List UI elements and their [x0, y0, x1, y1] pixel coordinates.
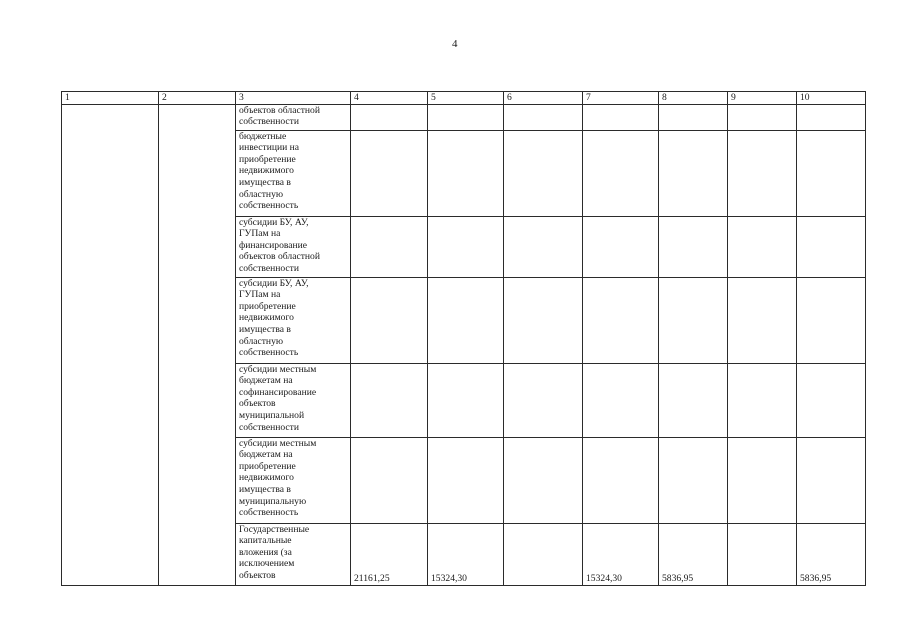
value-cell — [504, 130, 583, 216]
value-cell — [428, 363, 504, 437]
value-cell — [428, 277, 504, 363]
column-header: 1 — [62, 92, 159, 105]
value-cell — [504, 104, 583, 130]
column-header: 10 — [797, 92, 866, 105]
value-cell — [351, 104, 428, 130]
row-description: субсидии местным бюджетам на софинансирование объектов муниципальной собственности — [236, 363, 351, 437]
value-cell — [351, 437, 428, 523]
table-row — [62, 104, 866, 130]
value-cell — [428, 104, 504, 130]
value-cell — [583, 363, 659, 437]
row-description: объектов областной собственности — [236, 104, 351, 130]
value-cell — [659, 104, 728, 130]
column-1-cell — [62, 104, 159, 585]
column-header: 5 — [428, 92, 504, 105]
value-cell — [504, 216, 583, 277]
value-cell — [797, 277, 866, 363]
value-cell: 5836,95 — [797, 523, 866, 585]
value-cell — [504, 363, 583, 437]
value-cell — [351, 277, 428, 363]
value-cell — [428, 437, 504, 523]
value-cell — [504, 277, 583, 363]
value-cell — [728, 277, 797, 363]
value-cell: 15324,30 — [583, 523, 659, 585]
row-description: бюджетные инвестиции на приобретение недвижимого имущества в областную собственность — [236, 130, 351, 216]
value-cell — [659, 363, 728, 437]
value-cell: 15324,30 — [428, 523, 504, 585]
column-header: 4 — [351, 92, 428, 105]
value-cell — [583, 104, 659, 130]
table-header-row — [62, 92, 866, 105]
value-cell — [583, 216, 659, 277]
value-cell — [728, 363, 797, 437]
value-cell — [797, 104, 866, 130]
value-cell — [504, 437, 583, 523]
value-cell — [351, 216, 428, 277]
value-cell — [428, 216, 504, 277]
value-cell — [797, 130, 866, 216]
value-cell — [797, 216, 866, 277]
value-cell — [351, 363, 428, 437]
row-description: субсидии БУ, АУ, ГУПам на приобретение недвижимого имущества в областную собственность — [236, 277, 351, 363]
value-cell — [583, 437, 659, 523]
column-header: 7 — [583, 92, 659, 105]
value-cell — [728, 104, 797, 130]
value-cell — [797, 363, 866, 437]
column-header: 9 — [728, 92, 797, 105]
value-cell — [583, 130, 659, 216]
value-cell — [797, 437, 866, 523]
column-header: 6 — [504, 92, 583, 105]
value-cell — [659, 277, 728, 363]
value-cell — [728, 130, 797, 216]
value-cell — [728, 523, 797, 585]
value-cell — [728, 437, 797, 523]
column-header: 3 — [236, 92, 351, 105]
value-cell — [583, 277, 659, 363]
budget-table — [61, 91, 866, 586]
row-description: субсидии БУ, АУ, ГУПам на финансирование объектов областной собственности — [236, 216, 351, 277]
row-description: субсидии местным бюджетам на приобретение недвижимого имущества в муниципальную собственность — [236, 437, 351, 523]
value-cell — [728, 216, 797, 277]
value-cell: 21161,25 — [351, 523, 428, 585]
page-number: 4 — [452, 38, 458, 50]
column-2-cell — [159, 104, 236, 585]
value-cell — [428, 130, 504, 216]
value-cell: 5836,95 — [659, 523, 728, 585]
value-cell — [659, 437, 728, 523]
value-cell — [504, 523, 583, 585]
value-cell — [659, 130, 728, 216]
row-description: Государственные капитальные вложения (за исключением объектов — [236, 523, 351, 585]
value-cell — [659, 216, 728, 277]
value-cell — [351, 130, 428, 216]
column-header: 8 — [659, 92, 728, 105]
column-header: 2 — [159, 92, 236, 105]
